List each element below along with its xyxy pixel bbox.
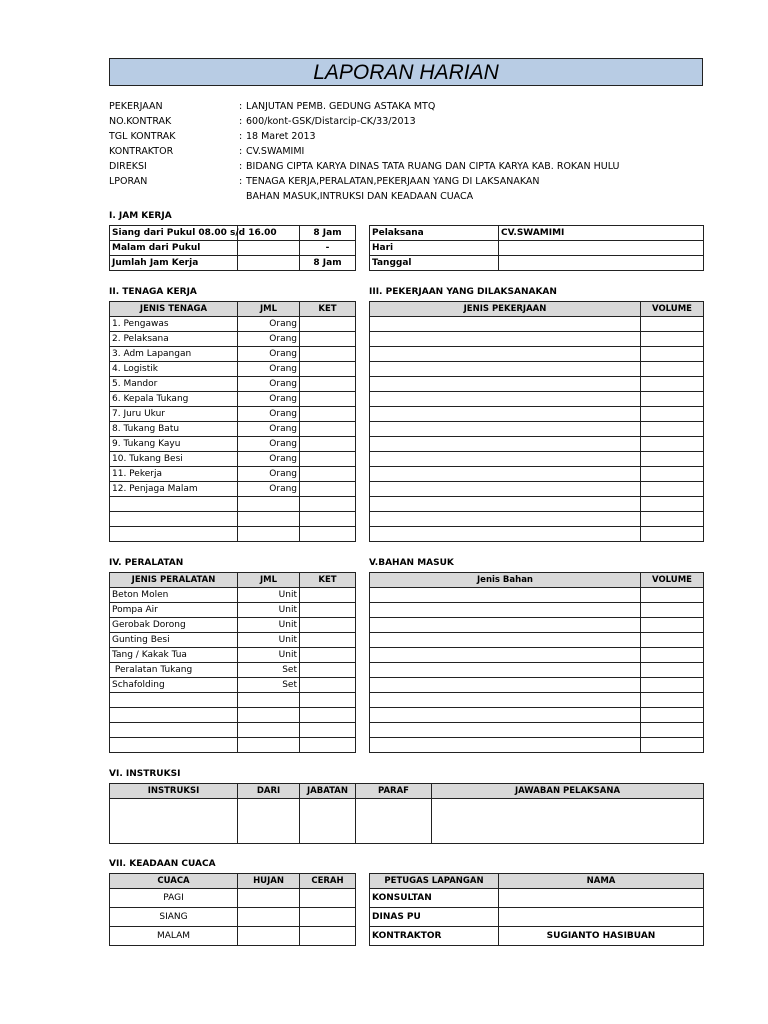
material-item [370,633,641,648]
table-row [370,588,704,603]
info-separator: : [239,101,243,112]
table-row [110,693,356,708]
worker-type [110,497,238,512]
table-row [110,407,356,422]
table-row [370,693,704,708]
worker-unit: Orang [238,407,300,422]
hari-label: Hari [370,241,499,256]
cerah-cell [300,927,356,946]
jam-kerja-label: Jumlah Jam Kerja [110,256,238,271]
table-row [370,452,704,467]
column-header: CUACA [110,874,238,889]
worker-unit [238,527,300,542]
petugas-label: KONSULTAN [370,889,499,908]
column-header: JML [238,302,300,317]
work-volume [641,317,704,332]
table-header-row [110,874,356,889]
equipment-type: Tang / Kakak Tua [110,648,238,663]
work-item [370,317,641,332]
jam-kerja-value: 8 Jam [300,226,356,241]
worker-ket [300,407,356,422]
equipment-type [110,708,238,723]
bahan-masuk-table [369,572,704,753]
jam-kerja-label: Malam dari Pukul [110,241,238,256]
table-row [110,226,356,241]
worker-unit: Orang [238,467,300,482]
peralatan-table [109,572,356,753]
table-row [110,663,356,678]
table-header-row [370,302,704,317]
info-value: BIDANG CIPTA KARYA DINAS TATA RUANG DAN CIPTA KARYA KAB. ROKAN HULU [246,161,620,172]
table-row [110,588,356,603]
table-row [110,633,356,648]
paraf-cell [356,799,432,844]
material-volume [641,738,704,753]
info-label: DIREKSI [109,161,147,172]
table-row [370,347,704,362]
table-row [110,512,356,527]
material-item [370,693,641,708]
table-row [370,407,704,422]
worker-unit [238,512,300,527]
material-volume [641,603,704,618]
jabatan-cell [300,799,356,844]
material-volume [641,723,704,738]
hujan-cell [238,908,300,927]
pekerjaan-table [369,301,704,542]
equipment-ket [300,603,356,618]
table-row [370,618,704,633]
worker-unit: Orang [238,422,300,437]
table-row [370,422,704,437]
material-volume [641,588,704,603]
work-item [370,497,641,512]
section-heading-peralatan: IV. PERALATAN [109,558,184,568]
equipment-unit [238,723,300,738]
table-row [110,908,356,927]
table-row [370,738,704,753]
worker-type: 12. Penjaga Malam [110,482,238,497]
worker-type: 2. Pelaksana [110,332,238,347]
table-header-row [110,784,704,799]
material-item [370,708,641,723]
table-row [110,332,356,347]
worker-ket [300,317,356,332]
info-value: BAHAN MASUK,INTRUKSI DAN KEADAAN CUACA [246,191,474,202]
material-item [370,618,641,633]
table-row [370,723,704,738]
cuaca-time: SIANG [110,908,238,927]
table-row [370,332,704,347]
cerah-cell [300,908,356,927]
worker-ket [300,422,356,437]
worker-unit: Orang [238,437,300,452]
pelaksana-value: CV.SWAMIMI [499,226,704,241]
info-label: PEKERJAAN [109,101,163,112]
worker-ket [300,467,356,482]
table-row [110,467,356,482]
table-row [370,437,704,452]
info-label: KONTRAKTOR [109,146,174,157]
work-item [370,347,641,362]
material-volume [641,708,704,723]
table-row [110,799,704,844]
petugas-table [369,873,704,946]
column-header: KET [300,573,356,588]
pelaksana-label: Pelaksana [370,226,499,241]
worker-type: 6. Kepala Tukang [110,392,238,407]
table-row [110,603,356,618]
material-item [370,723,641,738]
equipment-ket [300,693,356,708]
work-volume [641,437,704,452]
table-row [110,347,356,362]
info-value: LANJUTAN PEMB. GEDUNG ASTAKA MTQ [246,101,436,112]
table-row [110,927,356,946]
info-label: TGL KONTRAK [109,131,176,142]
table-row [110,648,356,663]
jam-kerja-value: 8 Jam [300,256,356,271]
equipment-unit [238,693,300,708]
table-row [110,422,356,437]
work-item [370,422,641,437]
jam-kerja-blank [238,241,300,256]
equipment-type: Pompa Air [110,603,238,618]
info-value: 600/kont-GSK/Distarcip-CK/33/2013 [246,116,416,127]
column-header: JABATAN [300,784,356,799]
work-item [370,512,641,527]
table-row [370,512,704,527]
instruksi-cell [110,799,238,844]
worker-ket [300,362,356,377]
worker-type: 3. Adm Lapangan [110,347,238,362]
info-separator: : [239,116,243,127]
column-header: JENIS PERALATAN [110,573,238,588]
material-item [370,678,641,693]
material-volume [641,678,704,693]
material-volume [641,633,704,648]
equipment-unit [238,708,300,723]
worker-unit: Orang [238,452,300,467]
equipment-type: Beton Molen [110,588,238,603]
table-row [110,889,356,908]
table-row [110,437,356,452]
equipment-type: Peralatan Tukang [110,663,238,678]
worker-type: 8. Tukang Batu [110,422,238,437]
table-row [110,723,356,738]
dari-cell [238,799,300,844]
work-volume [641,377,704,392]
worker-type: 4. Logistik [110,362,238,377]
equipment-unit: Unit [238,618,300,633]
worker-ket [300,497,356,512]
cuaca-table [109,873,356,946]
worker-type: 5. Mandor [110,377,238,392]
section-heading-tenaga-kerja: II. TENAGA KERJA [109,287,197,297]
worker-unit: Orang [238,362,300,377]
petugas-label: DINAS PU [370,908,499,927]
work-volume [641,512,704,527]
section-heading-pekerjaan: III. PEKERJAAN YANG DILAKSANAKAN [369,287,557,297]
material-item [370,603,641,618]
table-row [370,663,704,678]
table-row [110,482,356,497]
column-header: JENIS PEKERJAAN [370,302,641,317]
work-item [370,392,641,407]
info-label: LPORAN [109,176,148,187]
pelaksana-table [369,225,704,271]
equipment-unit: Set [238,678,300,693]
work-volume [641,347,704,362]
info-label: NO.KONTRAK [109,116,172,127]
work-item [370,377,641,392]
info-separator: : [239,161,243,172]
worker-type [110,527,238,542]
worker-unit [238,497,300,512]
material-item [370,648,641,663]
table-row [370,317,704,332]
table-row [110,738,356,753]
petugas-name [499,889,704,908]
work-item [370,467,641,482]
work-item [370,407,641,422]
equipment-unit: Unit [238,588,300,603]
info-separator: : [239,176,243,187]
jam-kerja-blank [238,256,300,271]
worker-unit: Orang [238,317,300,332]
column-header: HUJAN [238,874,300,889]
jam-kerja-table [109,225,356,271]
column-header: INSTRUKSI [110,784,238,799]
equipment-ket [300,678,356,693]
column-header: KET [300,302,356,317]
table-header-row [370,874,704,889]
info-value: 18 Maret 2013 [246,131,316,142]
work-volume [641,362,704,377]
worker-type: 7. Juru Ukur [110,407,238,422]
equipment-ket [300,633,356,648]
column-header: PARAF [356,784,432,799]
table-row [370,392,704,407]
worker-unit: Orang [238,332,300,347]
worker-type [110,512,238,527]
worker-ket [300,437,356,452]
work-item [370,452,641,467]
cuaca-time: PAGI [110,889,238,908]
tanggal-label: Tanggal [370,256,499,271]
material-volume [641,663,704,678]
worker-unit: Orang [238,482,300,497]
equipment-ket [300,618,356,633]
work-item [370,482,641,497]
petugas-label: KONTRAKTOR [370,927,499,946]
equipment-ket [300,663,356,678]
cerah-cell [300,889,356,908]
table-row [370,497,704,512]
info-separator: : [239,131,243,142]
worker-unit: Orang [238,392,300,407]
work-volume [641,452,704,467]
column-header: VOLUME [641,302,704,317]
column-header: VOLUME [641,573,704,588]
worker-ket [300,377,356,392]
table-row [370,889,704,908]
table-row [370,377,704,392]
column-header: NAMA [499,874,704,889]
worker-type: 10. Tukang Besi [110,452,238,467]
work-item [370,437,641,452]
work-volume [641,482,704,497]
instruksi-table [109,783,704,844]
table-row [370,708,704,723]
column-header: DARI [238,784,300,799]
table-row [110,708,356,723]
material-volume [641,618,704,633]
worker-ket [300,512,356,527]
equipment-type [110,723,238,738]
work-volume [641,467,704,482]
equipment-unit: Unit [238,648,300,663]
work-volume [641,497,704,512]
table-row [110,317,356,332]
equipment-ket [300,708,356,723]
hujan-cell [238,889,300,908]
jam-kerja-label: Siang dari Pukul 08.00 s/d 16.00 [110,226,238,241]
table-row [370,927,704,946]
table-row [110,527,356,542]
worker-ket [300,482,356,497]
cuaca-time: MALAM [110,927,238,946]
table-row [370,241,704,256]
table-row [370,603,704,618]
column-header: PETUGAS LAPANGAN [370,874,499,889]
worker-ket [300,527,356,542]
tanggal-value [499,256,704,271]
work-item [370,527,641,542]
column-header: Jenis Bahan [370,573,641,588]
table-row [110,618,356,633]
equipment-unit: Unit [238,603,300,618]
worker-type: 11. Pekerja [110,467,238,482]
table-row [370,648,704,663]
petugas-name: SUGIANTO HASIBUAN [499,927,704,946]
work-item [370,362,641,377]
table-row [370,678,704,693]
column-header: JML [238,573,300,588]
worker-unit: Orang [238,347,300,362]
equipment-type [110,693,238,708]
worker-ket [300,347,356,362]
equipment-type: Gunting Besi [110,633,238,648]
table-row [110,256,356,271]
column-header: JENIS TENAGA [110,302,238,317]
work-volume [641,392,704,407]
petugas-name [499,908,704,927]
work-item [370,332,641,347]
table-row [110,497,356,512]
table-row [370,527,704,542]
table-row [370,467,704,482]
worker-ket [300,452,356,467]
equipment-type: Schafolding [110,678,238,693]
section-heading-jam-kerja: I. JAM KERJA [109,211,172,221]
table-row [370,256,704,271]
table-row [110,452,356,467]
hujan-cell [238,927,300,946]
column-header: CERAH [300,874,356,889]
info-separator: : [239,146,243,157]
table-row [110,241,356,256]
equipment-unit: Set [238,663,300,678]
equipment-type [110,738,238,753]
jawaban-cell [432,799,704,844]
work-volume [641,527,704,542]
equipment-ket [300,738,356,753]
column-header: JAWABAN PELAKSANA [432,784,704,799]
material-item [370,738,641,753]
worker-ket [300,392,356,407]
table-row [110,678,356,693]
hari-value [499,241,704,256]
work-volume [641,407,704,422]
table-row [370,226,704,241]
material-item [370,663,641,678]
table-row [370,362,704,377]
table-row [110,377,356,392]
equipment-type: Gerobak Dorong [110,618,238,633]
section-heading-cuaca: VII. KEADAAN CUACA [109,859,216,869]
work-volume [641,422,704,437]
info-value: TENAGA KERJA,PERALATAN,PEKERJAAN YANG DI LAKSANAKAN [246,176,540,187]
equipment-ket [300,588,356,603]
work-volume [641,332,704,347]
table-row [370,482,704,497]
table-header-row [110,573,356,588]
page-title: LAPORAN HARIAN [109,58,703,86]
equipment-unit: Unit [238,633,300,648]
table-row [370,908,704,927]
table-header-row [110,302,356,317]
table-row [110,362,356,377]
material-item [370,588,641,603]
equipment-ket [300,723,356,738]
equipment-unit [238,738,300,753]
worker-type: 9. Tukang Kayu [110,437,238,452]
material-volume [641,648,704,663]
equipment-ket [300,648,356,663]
info-value: CV.SWAMIMI [246,146,305,157]
section-heading-instruksi: VI. INSTRUKSI [109,769,181,779]
worker-unit: Orang [238,377,300,392]
tenaga-kerja-table [109,301,356,542]
table-header-row [370,573,704,588]
jam-kerja-value: - [300,241,356,256]
table-row [110,392,356,407]
section-heading-bahan-masuk: V.BAHAN MASUK [369,558,454,568]
worker-type: 1. Pengawas [110,317,238,332]
worker-ket [300,332,356,347]
material-volume [641,693,704,708]
table-row [370,633,704,648]
